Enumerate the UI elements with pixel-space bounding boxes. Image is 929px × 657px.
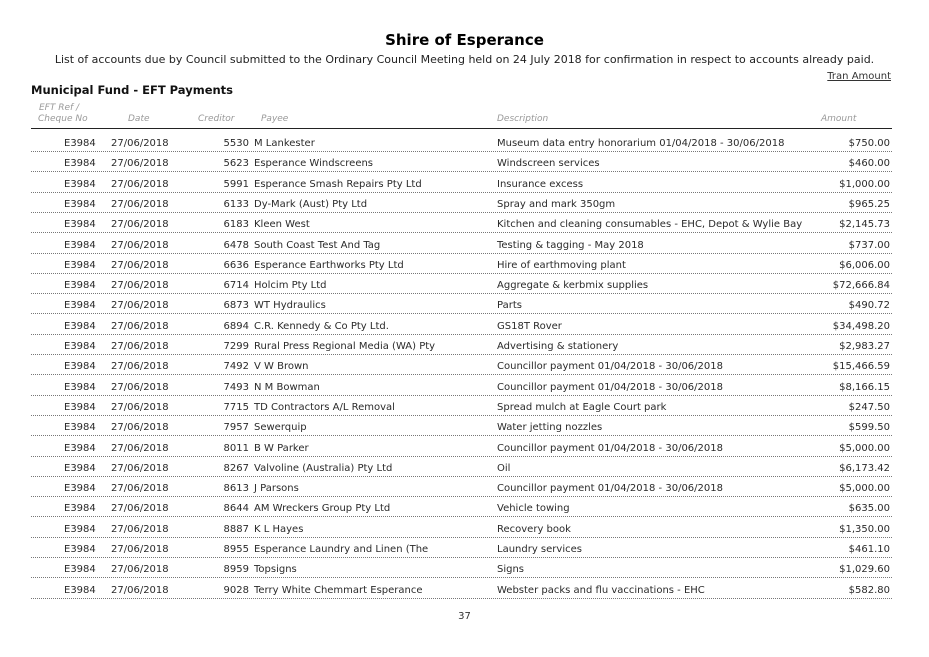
- cell-date: 27/06/2018: [111, 483, 169, 495]
- cell-creditor: 7957: [223, 422, 249, 434]
- column-header-ref-line2: Cheque No: [38, 114, 88, 124]
- cell-payee: N M Bowman: [254, 381, 320, 393]
- cell-payee: Dy-Mark (Aust) Pty Ltd: [254, 198, 368, 210]
- table-row: [31, 496, 892, 517]
- page-number: 37: [458, 611, 471, 622]
- cell-description: Councillor payment 01/04/2018 - 30/06/2018: [497, 381, 723, 393]
- cell-payee: Sewerquip: [254, 422, 307, 434]
- cell-ref: E3984: [64, 584, 96, 596]
- cell-description: Insurance excess: [497, 178, 584, 190]
- cell-description: Oil: [497, 462, 511, 474]
- cell-description: Hire of earthmoving plant: [497, 259, 626, 271]
- cell-date: 27/06/2018: [111, 523, 169, 535]
- table-row: [31, 293, 892, 314]
- table-row: [31, 233, 892, 254]
- column-header-creditor: Creditor: [198, 114, 235, 124]
- cell-creditor: 8011: [223, 442, 249, 454]
- cell-ref: E3984: [64, 544, 96, 555]
- cell-creditor: 8644: [223, 503, 249, 515]
- cell-creditor: 6714: [223, 280, 249, 292]
- cell-creditor: 8955: [223, 544, 249, 555]
- table-row: [31, 131, 892, 152]
- cell-amount: $6,173.42: [839, 462, 890, 474]
- cell-creditor: 7299: [223, 341, 249, 352]
- cell-amount: $34,498.20: [832, 320, 890, 332]
- cell-date: 27/06/2018: [111, 442, 169, 454]
- cell-payee: Esperance Laundry and Linen (The: [254, 544, 429, 555]
- cell-amount: $460.00: [848, 158, 890, 170]
- page-subtitle: List of accounts due by Council submitted to the Ordinary Council Meeting held on 24 July 2018 for confirmation in respect to accounts already paid.: [54, 53, 875, 66]
- cell-amount: $490.72: [848, 300, 890, 312]
- cell-amount: $737.00: [848, 239, 890, 251]
- table-row: [31, 436, 892, 457]
- cell-description: Windscreen services: [497, 158, 600, 170]
- cell-payee: J Parsons: [254, 483, 299, 495]
- cell-date: 27/06/2018: [111, 361, 169, 373]
- cell-ref: E3984: [64, 158, 96, 170]
- cell-payee: South Coast Test And Tag: [254, 239, 381, 251]
- table-row: [31, 253, 892, 274]
- table-row: [31, 395, 892, 416]
- section-title: Municipal Fund - EFT Payments: [31, 83, 234, 97]
- cell-amount: $461.10: [848, 544, 890, 555]
- cell-amount: $2,983.27: [839, 341, 890, 352]
- cell-payee: Esperance Smash Repairs Pty Ltd: [254, 178, 422, 190]
- table-row: [31, 415, 892, 436]
- cell-creditor: 6183: [223, 219, 249, 231]
- table-row: [31, 517, 892, 538]
- cell-creditor: 5623: [223, 158, 249, 170]
- cell-payee: Valvoline (Australia) Pty Ltd: [254, 462, 393, 474]
- tran-amount-label: Tran Amount: [827, 71, 891, 82]
- cell-description: Testing & tagging - May 2018: [497, 239, 644, 251]
- column-header-ref-line1: EFT Ref /: [39, 103, 80, 113]
- cell-date: 27/06/2018: [111, 178, 169, 190]
- table-row: [31, 192, 892, 213]
- cell-date: 27/06/2018: [111, 320, 169, 332]
- cell-description: Councillor payment 01/04/2018 - 30/06/2018: [497, 361, 723, 373]
- cell-creditor: 8887: [223, 523, 249, 535]
- table-row: [31, 314, 892, 335]
- table-row: [31, 212, 892, 233]
- cell-description: Spray and mark 350gm: [497, 198, 616, 210]
- cell-description: Recovery book: [497, 523, 571, 535]
- table-row: [31, 273, 892, 294]
- cell-amount: $6,006.00: [839, 259, 890, 271]
- cell-date: 27/06/2018: [111, 239, 169, 251]
- table-row: [31, 151, 892, 172]
- cell-creditor: 8959: [223, 564, 249, 576]
- cell-description: Webster packs and flu vaccinations - EHC: [497, 584, 705, 596]
- cell-creditor: 6873: [223, 300, 249, 312]
- cell-payee: AM Wreckers Group Pty Ltd: [254, 503, 391, 515]
- cell-date: 27/06/2018: [111, 198, 169, 210]
- cell-ref: E3984: [64, 361, 96, 373]
- cell-description: Councillor payment 01/04/2018 - 30/06/2018: [497, 483, 723, 495]
- cell-amount: $1,350.00: [839, 523, 890, 535]
- cell-amount: $5,000.00: [839, 483, 890, 495]
- cell-ref: E3984: [64, 138, 96, 149]
- cell-ref: E3984: [64, 239, 96, 251]
- cell-date: 27/06/2018: [111, 401, 169, 413]
- cell-amount: $5,000.00: [839, 442, 890, 454]
- cell-creditor: 6133: [223, 198, 249, 210]
- cell-creditor: 8613: [223, 483, 249, 495]
- cell-date: 27/06/2018: [111, 462, 169, 474]
- cell-date: 27/06/2018: [111, 259, 169, 271]
- cell-date: 27/06/2018: [111, 422, 169, 434]
- cell-date: 27/06/2018: [111, 138, 169, 149]
- cell-description: Laundry services: [497, 544, 582, 555]
- cell-amount: $2,145.73: [839, 219, 890, 231]
- cell-amount: $582.80: [848, 584, 890, 596]
- cell-creditor: 9028: [223, 584, 249, 596]
- cell-creditor: 6636: [223, 259, 249, 271]
- table-row: [31, 537, 892, 558]
- cell-ref: E3984: [64, 442, 96, 454]
- cell-ref: E3984: [64, 401, 96, 413]
- cell-description: Spread mulch at Eagle Court park: [497, 401, 667, 413]
- cell-date: 27/06/2018: [111, 158, 169, 170]
- cell-description: Water jetting nozzles: [497, 422, 603, 434]
- cell-description: Signs: [497, 564, 525, 576]
- cell-description: GS18T Rover: [497, 320, 562, 332]
- cell-payee: V W Brown: [254, 361, 309, 373]
- cell-creditor: 5530: [223, 138, 249, 149]
- cell-amount: $599.50: [848, 422, 890, 434]
- cell-creditor: 5991: [223, 178, 249, 190]
- cell-date: 27/06/2018: [111, 564, 169, 576]
- cell-date: 27/06/2018: [111, 381, 169, 393]
- cell-payee: C.R. Kennedy & Co Pty Ltd.: [254, 320, 389, 332]
- cell-ref: E3984: [64, 523, 96, 535]
- cell-date: 27/06/2018: [111, 544, 169, 555]
- cell-date: 27/06/2018: [111, 503, 169, 515]
- cell-amount: $15,466.59: [832, 361, 890, 373]
- cell-amount: $1,000.00: [839, 178, 890, 190]
- cell-amount: $965.25: [848, 198, 890, 210]
- cell-amount: $635.00: [848, 503, 890, 515]
- cell-creditor: 7715: [223, 401, 249, 413]
- cell-description: Kitchen and cleaning consumables - EHC, Depot & Wylie Bay: [497, 219, 803, 231]
- table-row: [31, 476, 892, 497]
- cell-ref: E3984: [64, 381, 96, 393]
- column-header-amount: Amount: [821, 114, 857, 124]
- cell-creditor: 7493: [223, 381, 249, 393]
- cell-ref: E3984: [64, 300, 96, 312]
- cell-payee: Kleen West: [254, 219, 310, 231]
- cell-payee: Holcim Pty Ltd: [254, 280, 327, 292]
- table-row: [31, 375, 892, 396]
- cell-amount: $72,666.84: [832, 280, 890, 292]
- cell-amount: $750.00: [848, 138, 890, 149]
- cell-date: 27/06/2018: [111, 280, 169, 292]
- cell-payee: B W Parker: [254, 442, 309, 454]
- cell-ref: E3984: [64, 483, 96, 495]
- cell-amount: $8,166.15: [839, 381, 890, 393]
- cell-description: Vehicle towing: [497, 503, 570, 515]
- cell-date: 27/06/2018: [111, 219, 169, 231]
- cell-amount: $1,029.60: [839, 564, 890, 576]
- cell-ref: E3984: [64, 320, 96, 332]
- cell-date: 27/06/2018: [111, 300, 169, 312]
- cell-ref: E3984: [64, 422, 96, 434]
- cell-payee: M Lankester: [254, 138, 315, 149]
- column-header-payee: Payee: [261, 114, 289, 124]
- cell-ref: E3984: [64, 341, 96, 352]
- table-row: [31, 334, 892, 355]
- cell-payee: Topsigns: [254, 564, 297, 576]
- cell-ref: E3984: [64, 198, 96, 210]
- cell-ref: E3984: [64, 219, 96, 231]
- cell-payee: WT Hydraulics: [254, 300, 326, 312]
- cell-payee: Terry White Chemmart Esperance: [254, 584, 423, 596]
- cell-ref: E3984: [64, 503, 96, 515]
- cell-description: Museum data entry honorarium 01/04/2018 - 30/06/2018: [497, 138, 785, 149]
- cell-date: 27/06/2018: [111, 584, 169, 596]
- cell-ref: E3984: [64, 462, 96, 474]
- cell-payee: Esperance Earthworks Pty Ltd: [254, 259, 404, 271]
- cell-description: Councillor payment 01/04/2018 - 30/06/2018: [497, 442, 723, 454]
- table-row: [31, 354, 892, 375]
- cell-creditor: 6478: [223, 239, 249, 251]
- page-title: Shire of Esperance: [385, 31, 544, 49]
- cell-creditor: 7492: [223, 361, 249, 373]
- table-row: [31, 172, 892, 193]
- cell-date: 27/06/2018: [111, 341, 169, 352]
- cell-description: Parts: [497, 300, 522, 312]
- column-header-description: Description: [497, 114, 549, 124]
- cell-ref: E3984: [64, 178, 96, 190]
- cell-creditor: 6894: [223, 320, 249, 332]
- cell-payee: Esperance Windscreens: [254, 158, 374, 170]
- cell-creditor: 8267: [223, 462, 249, 474]
- cell-ref: E3984: [64, 259, 96, 271]
- cell-payee: K L Hayes: [254, 523, 304, 535]
- cell-amount: $247.50: [848, 401, 890, 413]
- cell-ref: E3984: [64, 280, 96, 292]
- table-row: [31, 456, 892, 477]
- header-rule: [31, 128, 892, 129]
- cell-description: Advertising & stationery: [497, 341, 619, 352]
- table-row: [31, 557, 892, 578]
- table-row: [31, 578, 892, 599]
- cell-payee: Rural Press Regional Media (WA) Pty: [254, 341, 436, 352]
- cell-ref: E3984: [64, 564, 96, 576]
- cell-description: Aggregate & kerbmix supplies: [497, 280, 649, 292]
- cell-payee: TD Contractors A/L Removal: [254, 401, 395, 413]
- column-header-date: Date: [128, 114, 150, 124]
